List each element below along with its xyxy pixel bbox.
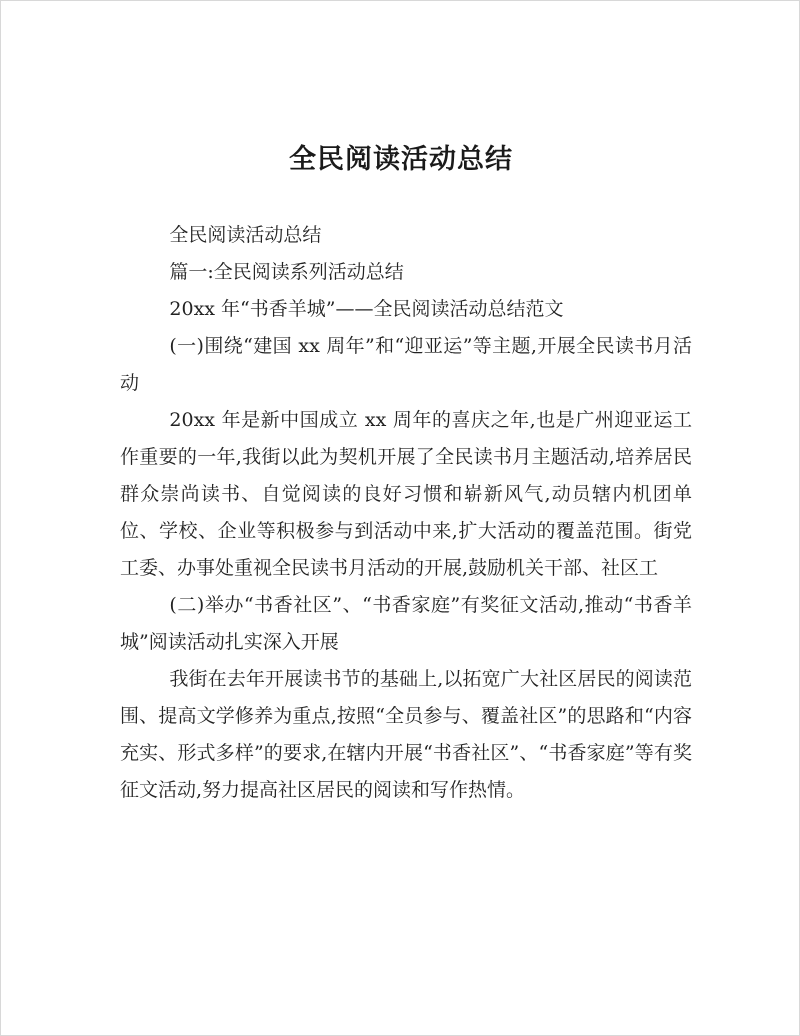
paragraph-section-two-body: 我街在去年开展读书节的基础上,以拓宽广大社区居民的阅读范围、提高文学修养为重点,按照“全员参与、覆盖社区”的思路和“内容充实、形式多样”的要求,在辖内开展“书香社区”、“书香家庭”等有奖征文活动,努力提高社区居民的阅读和写作热情。 [120,668,692,801]
paragraph-section-one-body: 20xx 年是新中国成立 xx 周年的喜庆之年,也是广州迎亚运工作重要的一年,我街以此为契机开展了全民读书月主题活动,培养居民群众崇尚读书、自觉阅读的良好习惯和崭新风气,动员辖内机团单位、学校、企业等积极参与到活动中来,扩大活动的覆盖范围。街党工委、办事处重视全民读书月活动的开展,鼓励机关干部、社区工 [120,409,692,579]
paragraph-article-title: 20xx 年“书香羊城”——全民阅读活动总结范文 [169,298,564,320]
paragraph-section-one-heading: (一)围绕“建国 xx 周年”和“迎亚运”等主题,开展全民读书月活动 [120,335,692,394]
paragraph-chapter-heading: 篇一:全民阅读系列活动总结 [169,261,404,283]
paragraph-subtitle: 全民阅读活动总结 [169,224,322,246]
paragraph-section-two-heading: (二)举办“书香社区”、“书香家庭”有奖征文活动,推动“书香羊城”阅读活动扎实深入开展 [120,594,692,653]
document-title: 全民阅读活动总结 [289,144,513,175]
document-body [120,217,692,809]
